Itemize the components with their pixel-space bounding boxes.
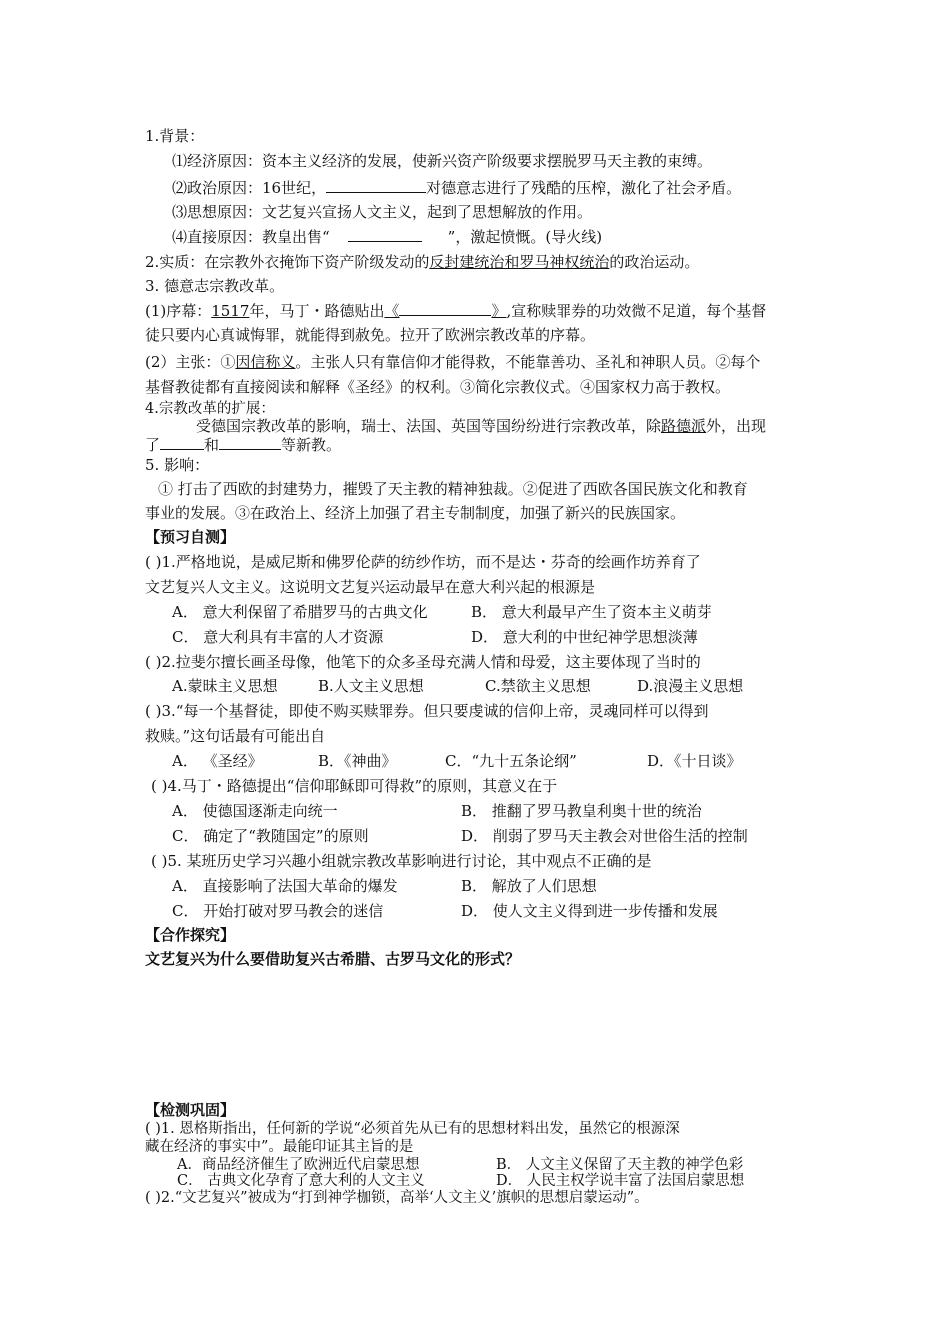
- preview-q2-option-a[interactable]: A.蒙昧主义思想: [172, 677, 278, 695]
- coop-heading: 【合作探究】: [145, 926, 236, 944]
- fill-blank[interactable]: [348, 226, 422, 242]
- preview-q1-stem-2: 文艺复兴人文主义。这说明文艺复兴运动最早在意大利兴起的根源是: [145, 578, 596, 596]
- preview-q1-option-a[interactable]: A． 意大利保留了希腊罗马的古典文化: [172, 603, 428, 621]
- background-economic: ⑴经济原因：资本主义经济的发展，使新兴资产阶级要求摆脱罗马天主教的束缚。: [172, 152, 713, 170]
- preview-q5-option-a[interactable]: A． 直接影响了法国大革命的爆发: [172, 877, 398, 895]
- test-q1-option-d[interactable]: D． 人民主权学说丰富了法国启蒙思想: [496, 1173, 745, 1189]
- german-claim-line1: (2）主张：①因信称义。主张人只有靠信仰才能得救，不能靠善功、圣礼和神职人员。②每个: [145, 353, 761, 371]
- preview-q4-option-b[interactable]: B． 推翻了罗马教皇利奥十世的统治: [461, 802, 702, 820]
- preview-q5-option-d[interactable]: D． 使人文主义得到进一步传播和发展: [461, 902, 718, 920]
- test-q1-option-c[interactable]: C． 古典文化孕育了意大利的人文主义: [177, 1173, 425, 1189]
- fill-blank[interactable]: [399, 300, 491, 316]
- background-thought: ⑶思想原因：文艺复兴宣扬人文主义，起到了思想解放的作用。: [172, 203, 593, 221]
- german-claim-line2: 基督教徒都有直接阅读和解释《圣经》的权利。③简化宗教仪式。④国家权力高于教权。: [145, 378, 731, 396]
- preview-q3-option-b[interactable]: B．《神曲》: [318, 752, 397, 770]
- expand-title: 4.宗教改革的扩展：: [145, 401, 275, 417]
- preview-q5-option-b[interactable]: B． 解放了人们思想: [461, 877, 597, 895]
- german-prelude-line2: 徒只要内心真诚悔罪，就能得到赦免。拉开了欧洲宗教改革的序幕。: [145, 326, 596, 344]
- preview-q1-option-d[interactable]: D． 意大利的中世纪神学思想淡薄: [471, 628, 698, 646]
- preview-q1-option-c[interactable]: C． 意大利具有丰富的人才资源: [172, 628, 384, 646]
- test-q1-option-b[interactable]: B． 人文主义保留了天主教的神学色彩: [496, 1157, 744, 1173]
- fill-blank[interactable]: [326, 177, 426, 193]
- preview-heading: 【预习自测】: [145, 528, 236, 546]
- test-q1-stem-2: 藏在经济的事实中”。最能印证其主旨的是: [145, 1139, 414, 1155]
- test-q1-option-a[interactable]: A．商品经济催生了欧洲近代启蒙思想: [177, 1157, 420, 1173]
- preview-q1-stem: ( )1.严格地说，是威尼斯和佛罗伦萨的纺纱作坊，而不是达・芬奇的绘画作坊养育了: [145, 553, 701, 571]
- background-title: 1.背景：: [145, 127, 205, 145]
- preview-q3-stem: ( )3.“每一个基督徒，即使不购买赎罪券。但只要虔诚的信仰上帝，灵魂同样可以得到: [145, 702, 709, 720]
- preview-q3-option-d[interactable]: D．《十日谈》: [647, 752, 742, 770]
- coop-question: 文艺复兴为什么要借助复兴古希腊、古罗马文化的形式？: [145, 950, 521, 968]
- preview-q2-option-b[interactable]: B.人文主义思想: [318, 677, 424, 695]
- preview-q4-stem: ( )4.马丁・路德提出“信仰耶稣即可得救”的原则，其意义在于: [151, 777, 558, 795]
- preview-q5-option-c[interactable]: C． 开始打破对罗马教会的迷信: [172, 902, 384, 920]
- preview-q4-option-a[interactable]: A． 使德国逐渐走向统一: [172, 802, 338, 820]
- preview-q4-option-d[interactable]: D． 削弱了罗马天主教会对世俗生活的控制: [461, 827, 748, 845]
- preview-q4-option-c[interactable]: C． 确定了“教随国定”的原则: [172, 827, 369, 845]
- preview-q3-stem-2: 救赎。”这句话最有可能出自: [145, 727, 326, 745]
- impact-title: 5. 影响：: [145, 456, 210, 474]
- preview-q2-option-c[interactable]: C.禁欲主义思想: [485, 677, 591, 695]
- test-q1-stem: ( )1. 恩格斯指出，任何新的学说“必须首先从已有的思想材料出发，虽然它的根源深: [145, 1121, 680, 1137]
- preview-q1-option-b[interactable]: B． 意大利最早产生了资本主义萌芽: [471, 603, 712, 621]
- preview-q5-stem: ( )5. 某班历史学习兴趣小组就宗教改革影响进行讨论，其中观点不正确的是: [151, 852, 652, 870]
- preview-q3-option-a[interactable]: A． 《圣经》: [172, 752, 263, 770]
- german-prelude-line1: (1)序幕：1517年，马丁・路德贴出《 》,宣称赎罪券的功效微不足道，每个基督: [145, 302, 767, 320]
- fill-blank[interactable]: [160, 434, 204, 450]
- essence-line: 2.实质：在宗教外衣掩饰下资产阶级发动的反封建统治和罗马神权统治的政治运动。: [145, 253, 700, 271]
- german-title: 3. 德意志宗教改革。: [145, 277, 285, 295]
- test-heading: 【检测巩固】: [145, 1101, 236, 1119]
- impact-line1: ① 打击了西欧的封建势力，摧毁了天主教的精神独裁。②促进了西欧各国民族文化和教育: [158, 480, 748, 498]
- background-direct: ⑷直接原因：教皇出售“ ”，激起愤慨。(导火线): [172, 228, 603, 246]
- impact-line2: 事业的发展。③在政治上、经济上加强了君主专制制度，加强了新兴的民族国家。: [145, 504, 686, 522]
- preview-q2-stem: ( )2.拉斐尔擅长画圣母像，他笔下的众多圣母充满人情和母爱，这主要体现了当时的: [145, 653, 701, 671]
- preview-q3-option-c[interactable]: C．“九十五条论纲”: [445, 752, 577, 770]
- test-q2-stem: ( )2.“文艺复兴”被成为“打到神学枷锁，高举‘人文主义’旗帜的思想启蒙运动”。: [145, 1190, 649, 1206]
- fill-blank[interactable]: [219, 434, 281, 450]
- background-political: ⑵政治原因：16世纪， 对德意志进行了残酷的压榨，激化了社会矛盾。: [172, 179, 742, 197]
- expand-line2: 了 和 等新教。: [145, 436, 342, 454]
- preview-q2-option-d[interactable]: D.浪漫主义思想: [637, 677, 744, 695]
- expand-line1: 受德国宗教改革的影响，瑞士、法国、英国等国纷纷进行宗教改革，除路德派外，出现: [196, 417, 767, 435]
